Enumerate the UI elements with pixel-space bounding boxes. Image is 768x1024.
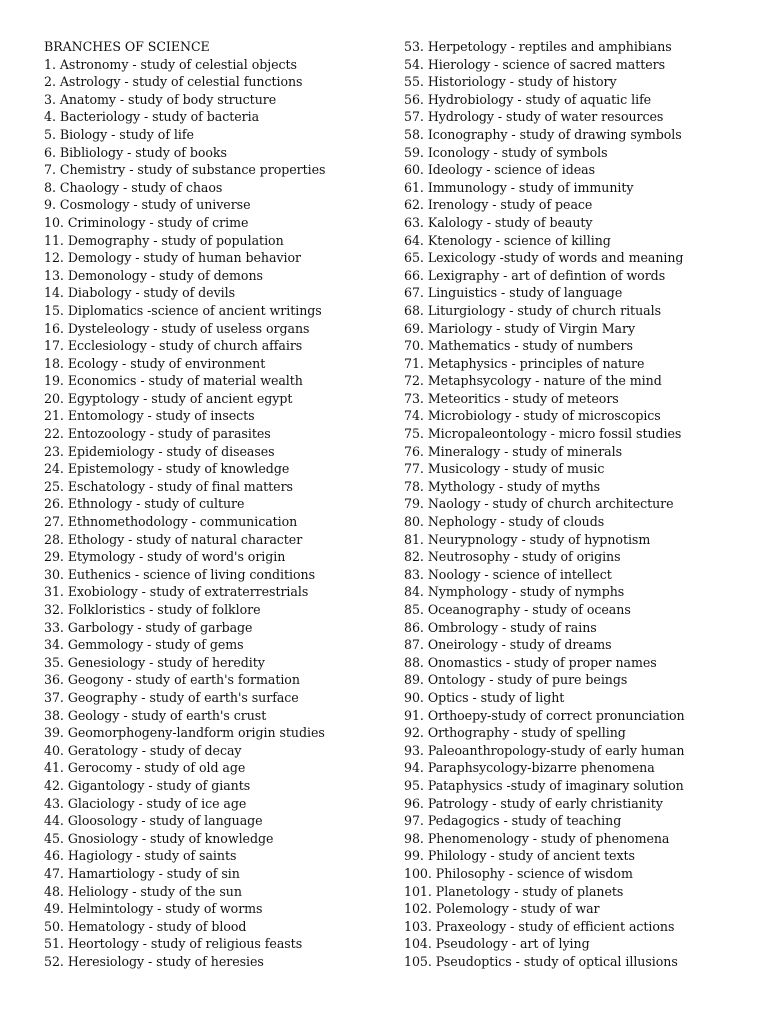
list-item: 63. Kalology - study of beauty bbox=[404, 214, 593, 230]
list-item: 92. Orthography - study of spelling bbox=[404, 725, 626, 741]
list-item: 54. Hierology - science of sacred matters bbox=[404, 56, 666, 72]
list-item: 93. Paleoanthropology-study of early human bbox=[404, 742, 685, 758]
list-item: 96. Patrology - study of early christianity bbox=[404, 795, 663, 811]
list-item: 69. Mariology - study of Virgin Mary bbox=[404, 320, 636, 336]
list-item: 45. Gnosiology - study of knowledge bbox=[44, 830, 274, 846]
list-item: 88. Onomastics - study of proper names bbox=[404, 654, 657, 670]
list-item: 59. Iconology - study of symbols bbox=[404, 144, 608, 160]
list-item: 62. Irenology - study of peace bbox=[404, 197, 593, 213]
list-item: 38. Geology - study of earth's crust bbox=[44, 707, 267, 723]
list-item: 64. Ktenology - science of killing bbox=[404, 232, 611, 248]
list-item: 86. Ombrology - study of rains bbox=[404, 619, 597, 635]
list-item: 90. Optics - study of light bbox=[404, 689, 565, 705]
list-item: 91. Orthoepy-study of correct pronunciation bbox=[404, 707, 685, 723]
list-item: 1. Astronomy - study of celestial objects bbox=[44, 56, 297, 72]
list-item: 94. Paraphsycology-bizarre phenomena bbox=[404, 760, 655, 776]
list-item: 73. Meteoritics - study of meteors bbox=[404, 390, 619, 406]
list-item: 57. Hydrology - study of water resources bbox=[404, 109, 664, 125]
list-item: 80. Nephology - study of clouds bbox=[404, 514, 605, 530]
list-item: 48. Heliology - study of the sun bbox=[44, 883, 242, 899]
list-item: 10. Criminology - study of crime bbox=[44, 214, 249, 230]
list-item: 89. Ontology - study of pure beings bbox=[404, 672, 628, 688]
list-item: 16. Dysteleology - study of useless organs bbox=[44, 320, 310, 336]
list-item: 17. Ecclesiology - study of church affairs bbox=[44, 338, 303, 354]
list-item: 103. Praxeology - study of efficient actions bbox=[404, 918, 675, 934]
list-item: 49. Helmintology - study of worms bbox=[44, 901, 263, 917]
list-item: 41. Gerocomy - study of old age bbox=[44, 760, 246, 776]
list-item: 24. Epistemology - study of knowledge bbox=[44, 461, 290, 477]
document-heading: BRANCHES OF SCIENCE bbox=[44, 39, 210, 54]
list-item: 39. Geomorphogeny-landform origin studies bbox=[44, 725, 325, 741]
list-item: 14. Diabology - study of devils bbox=[44, 285, 236, 301]
list-item: 40. Geratology - study of decay bbox=[44, 742, 242, 758]
list-item: 4. Bacteriology - study of bacteria bbox=[44, 109, 260, 125]
list-item: 6. Bibliology - study of books bbox=[44, 144, 227, 160]
list-item: 7. Chemistry - study of substance properties bbox=[44, 162, 326, 178]
right-column bbox=[404, 38, 754, 970]
list-item: 30. Euthenics - science of living conditions bbox=[44, 566, 315, 582]
list-item: 50. Hematology - study of blood bbox=[44, 918, 247, 934]
list-item: 12. Demology - study of human behavior bbox=[44, 250, 301, 266]
list-item: 71. Metaphysics - principles of nature bbox=[404, 355, 645, 371]
list-item: 61. Immunology - study of immunity bbox=[404, 179, 634, 195]
list-item: 5. Biology - study of life bbox=[44, 126, 194, 142]
list-item: 55. Historiology - study of history bbox=[404, 74, 617, 90]
list-item: 46. Hagiology - study of saints bbox=[44, 848, 237, 864]
list-item: 79. Naology - study of church architecture bbox=[404, 496, 674, 512]
list-item: 53. Herpetology - reptiles and amphibians bbox=[404, 39, 672, 54]
list-item: 56. Hydrobiology - study of aquatic life bbox=[404, 91, 652, 107]
list-item: 31. Exobiology - study of extraterrestrials bbox=[44, 584, 309, 600]
list-item: 26. Ethnology - study of culture bbox=[44, 496, 245, 512]
list-item: 3. Anatomy - study of body structure bbox=[44, 91, 277, 107]
list-item: 76. Mineralogy - study of minerals bbox=[404, 443, 623, 459]
list-item: 81. Neurypnology - study of hypnotism bbox=[404, 531, 651, 547]
list-item: 42. Gigantology - study of giants bbox=[44, 777, 251, 793]
list-item: 9. Cosmology - study of universe bbox=[44, 197, 251, 213]
list-item: 32. Folkloristics - study of folklore bbox=[44, 602, 261, 617]
list-item: 84. Nymphology - study of nymphs bbox=[404, 584, 625, 600]
list-item: 85. Oceanography - study of oceans bbox=[404, 602, 631, 617]
list-item: 36. Geogony - study of earth's formation bbox=[44, 672, 300, 688]
list-item: 8. Chaology - study of chaos bbox=[44, 179, 223, 195]
list-item: 37. Geography - study of earth's surface bbox=[44, 689, 299, 705]
list-item: 60. Ideology - science of ideas bbox=[404, 162, 595, 178]
list-item: 95. Pataphysics -study of imaginary solution bbox=[404, 777, 684, 793]
list-item: 68. Liturgiology - study of church rituals bbox=[404, 302, 661, 318]
list-item: 51. Heortology - study of religious feasts bbox=[44, 936, 303, 952]
list-item: 67. Linguistics - study of language bbox=[404, 285, 623, 301]
list-item: 77. Musicology - study of music bbox=[404, 461, 605, 477]
list-item: 72. Metaphsycology - nature of the mind bbox=[404, 373, 662, 389]
list-item: 27. Ethnomethodology - communication bbox=[44, 514, 298, 530]
list-item: 70. Mathematics - study of numbers bbox=[404, 338, 633, 354]
list-item: 105. Pseudoptics - study of optical illusions bbox=[404, 953, 678, 969]
list-item: 47. Hamartiology - study of sin bbox=[44, 865, 240, 881]
list-item: 15. Diplomatics -science of ancient writings bbox=[44, 302, 322, 318]
list-item: 102. Polemology - study of war bbox=[404, 901, 600, 917]
list-item: 97. Pedagogics - study of teaching bbox=[404, 813, 622, 829]
list-item: 19. Economics - study of material wealth bbox=[44, 373, 303, 389]
list-item: 58. Iconography - study of drawing symbols bbox=[404, 126, 682, 142]
list-item: 2. Astrology - study of celestial functions bbox=[44, 74, 303, 90]
list-item: 66. Lexigraphy - art of defintion of words bbox=[404, 267, 666, 283]
list-item: 74. Microbiology - study of microscopics bbox=[404, 408, 661, 424]
list-item: 28. Ethology - study of natural character bbox=[44, 531, 303, 547]
left-column bbox=[44, 38, 384, 970]
list-item: 100. Philosophy - science of wisdom bbox=[404, 865, 633, 881]
list-item: 98. Phenomenology - study of phenomena bbox=[404, 830, 670, 846]
list-item: 35. Genesiology - study of heredity bbox=[44, 654, 265, 670]
list-item: 87. Oneirology - study of dreams bbox=[404, 637, 612, 653]
list-item: 18. Ecology - study of environment bbox=[44, 355, 266, 371]
list-item: 34. Gemmology - study of gems bbox=[44, 637, 244, 653]
list-item: 65. Lexicology -study of words and meaning bbox=[404, 250, 684, 266]
list-item: 104. Pseudology - art of lying bbox=[404, 936, 590, 952]
list-item: 29. Etymology - study of word's origin bbox=[44, 549, 286, 565]
list-item: 83. Noology - science of intellect bbox=[404, 566, 612, 582]
list-item: 23. Epidemiology - study of diseases bbox=[44, 443, 275, 459]
list-item: 44. Gloosology - study of language bbox=[44, 813, 263, 829]
list-item: 20. Egyptology - study of ancient egypt bbox=[44, 390, 293, 406]
list-item: 78. Mythology - study of myths bbox=[404, 478, 601, 494]
list-item: 33. Garbology - study of garbage bbox=[44, 619, 253, 635]
list-item: 75. Micropaleontology - micro fossil studies bbox=[404, 426, 682, 442]
list-item: 21. Entomology - study of insects bbox=[44, 408, 255, 424]
list-item: 99. Philology - study of ancient texts bbox=[404, 848, 635, 864]
list-item: 43. Glaciology - study of ice age bbox=[44, 795, 247, 811]
list-item: 11. Demography - study of population bbox=[44, 232, 284, 248]
list-item: 25. Eschatology - study of final matters bbox=[44, 478, 293, 494]
list-item: 82. Neutrosophy - study of origins bbox=[404, 549, 621, 565]
list-item: 52. Heresiology - study of heresies bbox=[44, 953, 264, 969]
list-item: 22. Entozoology - study of parasites bbox=[44, 426, 271, 442]
list-item: 101. Planetology - study of planets bbox=[404, 883, 624, 899]
list-item: 13. Demonology - study of demons bbox=[44, 267, 263, 283]
